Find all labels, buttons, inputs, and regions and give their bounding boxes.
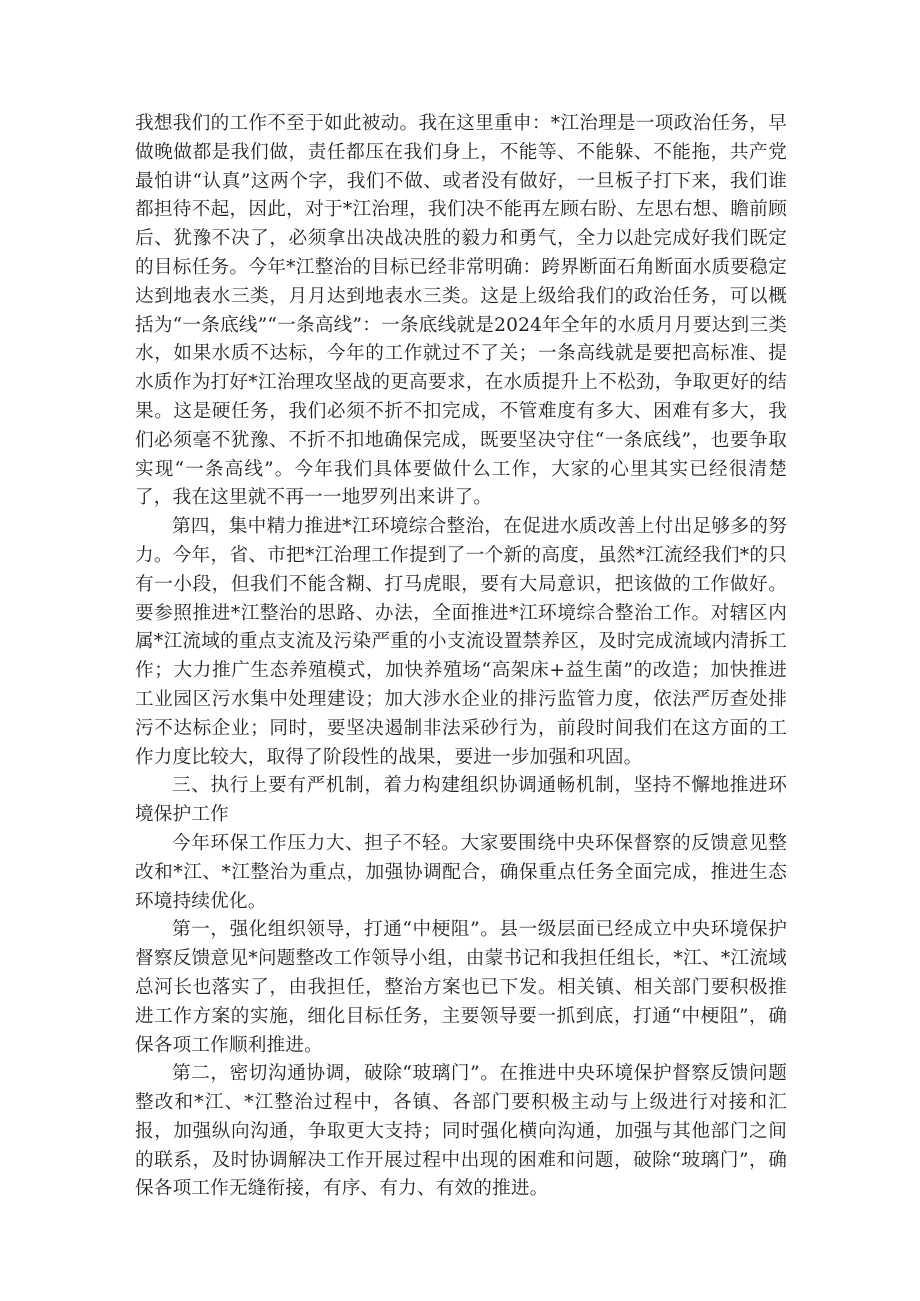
paragraph-point-one: 第一，强化组织领导，打通“中梗阻”。县一级层面已经成立中央环境保护督察反馈意见*问题整改工作领导小组，由蒙书记和我担任组长，*江、*江流域总河长也落实了，由我担任，整治方案也已下发。相关镇、相关部门要积极推进工作方案的实施，细化目标任务，主要领导要一抓到底，打通“中梗阻”，确保各项工作顺利推进。 [135,919,787,1056]
document-page [135,110,787,1204]
paragraph-point-four: 第四，集中精力推进*江环境综合整治，在促进水质改善上付出足够多的努力。今年，省、市把*江治理工作提到了一个新的高度，虽然*江流经我们*的只有一小段，但我们不能含糊、打马虎眼，要有大局意识，把该做的工作做好。要参照推进*江整治的思路、办法，全面推进*江环境综合整治工作。对辖区内属*江流域的重点支流及污染严重的小支流设置禁养区，及时完成流域内清拆工作；大力推广生态养殖模式，加快养殖场“高架床+益生菌”的改造；加快推进工业园区污水集中处理建设；加大涉水企业的排污监管力度，依法严厉查处排污不达标企业；同时，要坚决遏制非法采砂行为，前段时间我们在这方面的工作力度比较大，取得了阶段性的战果，要进一步加强和巩固。 [135,516,787,768]
paragraph-continuation: 我想我们的工作不至于如此被动。我在这里重申：*江治理是一项政治任务，早做晚做都是我们做，责任都压在我们身上，不能等、不能躲、不能拖，共产党最怕讲“认真”这两个字，我们不做、或者没有做好，一旦板子打下来，我们谁都担待不起，因此，对于*江治理，我们决不能再左顾右盼、左思右想、瞻前顾后、犹豫不决了，必须拿出决战决胜的毅力和勇气，全力以赴完成好我们既定的目标任务。今年*江整治的目标已经非常明确：跨界断面石角断面水质要稳定达到地表水三类，月月达到地表水三类。这是上级给我们的政治任务，可以概括为“一条底线”“一条高线”：一条底线就是2024年全年的水质月月要达到三类水，如果水质不达标，今年的工作就过不了关；一条高线就是要把高标准、提水质作为打好*江治理攻坚战的更高要求，在水质提升上不松劲，争取更好的结果。这是硬任务，我们必须不折不扣完成，不管难度有多大、困难有多大，我们必须毫不犹豫、不折不扣地确保完成，既要坚决守住“一条底线”，也要争取实现“一条高线”。今年我们具体要做什么工作，大家的心里其实已经很清楚了，我在这里就不再一一地罗列出来讲了。 [135,113,787,509]
paragraph-intro: 今年环保工作压力大、担子不轻。大家要围绕中央环保督察的反馈意见整改和*江、*江整治为重点，加强协调配合，确保重点任务全面完成，推进生态环境持续优化。 [135,832,787,912]
paragraph-point-two: 第二，密切沟通协调，破除“玻璃门”。在推进中央环境保护督察反馈问题整改和*江、*江整治过程中，各镇、各部门要积极主动与上级进行对接和汇报，加强纵向沟通，争取更大支持；同时强化横向沟通，加强与其他部门之间的联系，及时协调解决工作开展过程中出现的困难和问题，破除“玻璃门”，确保各项工作无缝衔接，有序、有力、有效的推进。 [135,1063,787,1200]
section-heading-three: 三、执行上要有严机制，着力构建组织协调通畅机制，坚持不懈地推进环境保护工作 [135,775,787,826]
